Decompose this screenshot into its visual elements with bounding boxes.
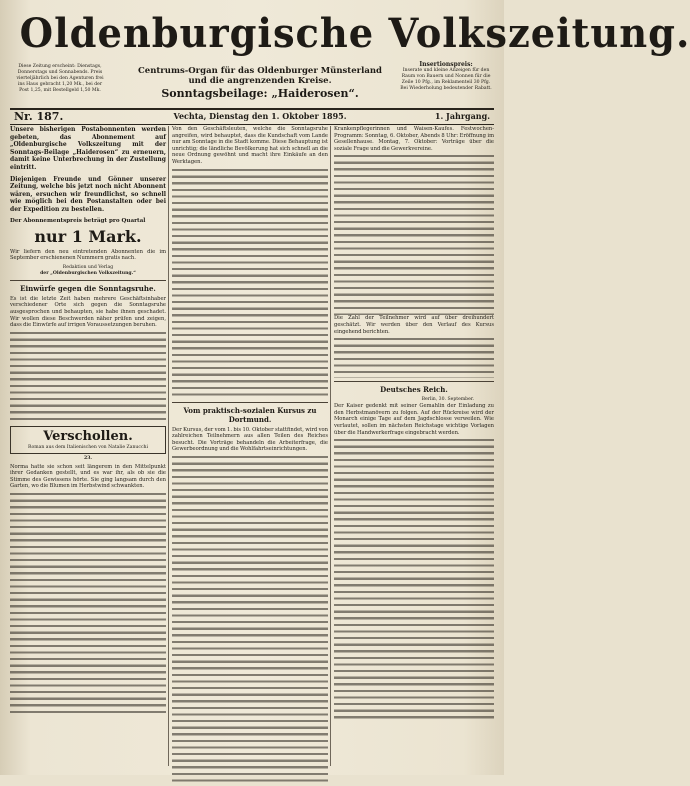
participants-note: Die Zahl der Teilnehmer wird auf über dreihundert geschätzt. Wir werden über den Verlauf des Kursus eingehend berichten.: [334, 315, 494, 335]
divider: [172, 402, 328, 403]
issue-date: Vechta, Dienstag den 1. Oktober 1895.: [173, 111, 347, 121]
organ-line: [120, 66, 400, 86]
price-prefix: Der Abonnementspreis beträgt pro Quartal: [10, 217, 146, 224]
newspaper-title: Oldenburgische Volkszeitung.: [19, 10, 690, 57]
article-title-german-reich: Deutsches Reich.: [380, 385, 448, 395]
organ-line-1: Centrums-Organ für das Oldenburger Münsterland: [138, 66, 382, 76]
signature-line-1: Redaktion und Verlag: [62, 264, 114, 270]
programme-text: Krankenpflegerinnen und Waisen-Kaufes. Festwochen-Programm: Sonntag, 6. Oktober, Abends 8 Uhr: Eröffnung im Gesellenhause. Montag, 7. Oktober: Vorträge über die soziale Frage und die Gewerkvereine.: [334, 126, 494, 152]
programme-text-continuation: [334, 155, 494, 315]
volume-year: 1. Jahrgang.: [434, 111, 490, 121]
subscription-note: Diese Zeitung erscheint: Dienstags, Donnerstags und Sonnabends. Preis vierteljährlich bei den Agenturen frei ins Haus gebracht 1,20 Mk., bei der Post 1,25, mit Bestellgeld 1,50 Mk.: [16, 64, 104, 93]
price-amount: nur 1 Mark.: [34, 226, 142, 246]
feuilleton-chapter: 23.: [84, 455, 92, 461]
feuilleton-credit: Roman aus dem Italienischen von Natalie Zanucchi: [28, 444, 148, 450]
article-text-continuation: [172, 456, 328, 786]
article-dateline-berlin: Berlin, 30. September.: [421, 397, 474, 403]
advert-price-heading: Insertionspreis:: [419, 61, 473, 68]
article-text-continuation: [10, 332, 166, 422]
article-body-sunday-rest: Es ist die letzte Zeit haben mehrere Geschäftsinhaber verschiedener Orte sich gegen die Sonntagsruhe ausgesprochen und behaupten, sie habe ihnen geschadet. Wir wollen diese Beschwerden näher prüfen und zeigen, dass die Einwürfe auf irrigen Voraussetzungen beruhen.: [10, 295, 166, 329]
column-rule: [330, 126, 331, 766]
feuilleton-title: Verschollen.: [43, 428, 133, 444]
postal-subscriber-notice: Unsere bisherigen Postabonnenten werden gebeten, das Abonnement auf „Oldenburgische Volkszeitung mit der Sonntags-Beilage „Haiderosen“ zu erneuern, damit keine Unterbrechung in der Zustellung eintritt.: [10, 126, 166, 171]
article-body-continued: Von den Geschäftsleuten, welche die Sonntagsruhe angreifen, wird behauptet, dass die Kundschaft vom Lande nur am Sonntage in die Stadt komme. Diese Behauptung ist unrichtig; die ländliche Bevölkerung hat sich schnell an die neue Ordnung gewöhnt und macht ihre Einkäufe an den Werktagen.: [172, 126, 328, 165]
column-3: [334, 126, 494, 766]
article-title-sunday-rest: Einwürfe gegen die Sonntagsruhe.: [20, 283, 156, 293]
feuilleton-text-continuation: [10, 493, 166, 713]
article-body-german-reich: Der Kaiser gedenkt mit seiner Gemahlin der Einladung zu den Herbstmanövern zu folgen. Auf der Rückreise wird der Monarch einige Tage auf dem Jagdschlosse verweilen. Wie verlautet, sollen im nächsten Reichstage wichtige Vorlagen über die Handwerkerfrage eingebracht werden.: [334, 403, 494, 436]
article-text-continuation: [172, 169, 328, 399]
column-1: [10, 126, 166, 766]
participants-text-continuation: [334, 338, 494, 378]
subscription-appeal: Diejenigen Freunde und Gönner unserer Zeitung, welche bis jetzt noch nicht Abonnent wären, ersuchen wir freundlichst, so schnell wie möglich bei den Postanstalten oder bei der Expedition zu bestellen.: [10, 175, 166, 213]
feuilleton-box: [10, 426, 166, 454]
column-2: [172, 126, 328, 766]
article-body-dortmund-course: Der Kursus, der vom 1. bis 10. Oktober stattfindet, wird von zahlreichen Teilnehmern aus allen Teilen des Reiches besucht. Die Vorträge behandeln die Arbeiterfrage, die Gewerbeordnung und die Wohlfahrtseinrichtungen.: [172, 426, 328, 453]
sunday-supplement-line: Sonntagsbeilage: „Haiderosen“.: [161, 87, 359, 100]
article-text-continuation: [334, 439, 494, 719]
masthead: [10, 4, 690, 104]
feuilleton-body: Norma hatte sie schon seit längerem in den Mittelpunkt ihrer Gedanken gestellt, und es war ihr, als ob sie die Stimme des Gewissens hörte. Sie ging langsam durch den Garten, wo die Blumen im Herbstwind schwankten.: [10, 463, 166, 490]
divider: [10, 280, 166, 281]
column-rule: [168, 126, 169, 766]
dateline-bar: [10, 108, 494, 125]
issue-number: Nr. 187.: [14, 110, 64, 123]
organ-line-2: und die angrenzenden Kreise.: [188, 76, 332, 86]
gratis-offer: Wir liefern den neu eintretenden Abonnenten die im September erschienenen Nummern gratis nach.: [10, 248, 166, 262]
advert-price-note: [398, 62, 494, 92]
divider: [334, 381, 494, 382]
article-title-dortmund-course: Vom praktisch-sozialen Kursus zu Dortmund.: [183, 405, 317, 424]
advert-price-text: Inserate und kleine Anzeigen für den Raum von Bauern und Nonnen für die Zeile 10 Pfg., im Reklamenteil 30 Pfg. Bei Wiederholung bedeutender Rabatt.: [400, 68, 492, 91]
signature-line-2: der „Oldenburgischen Volkszeitung.“: [40, 270, 136, 276]
